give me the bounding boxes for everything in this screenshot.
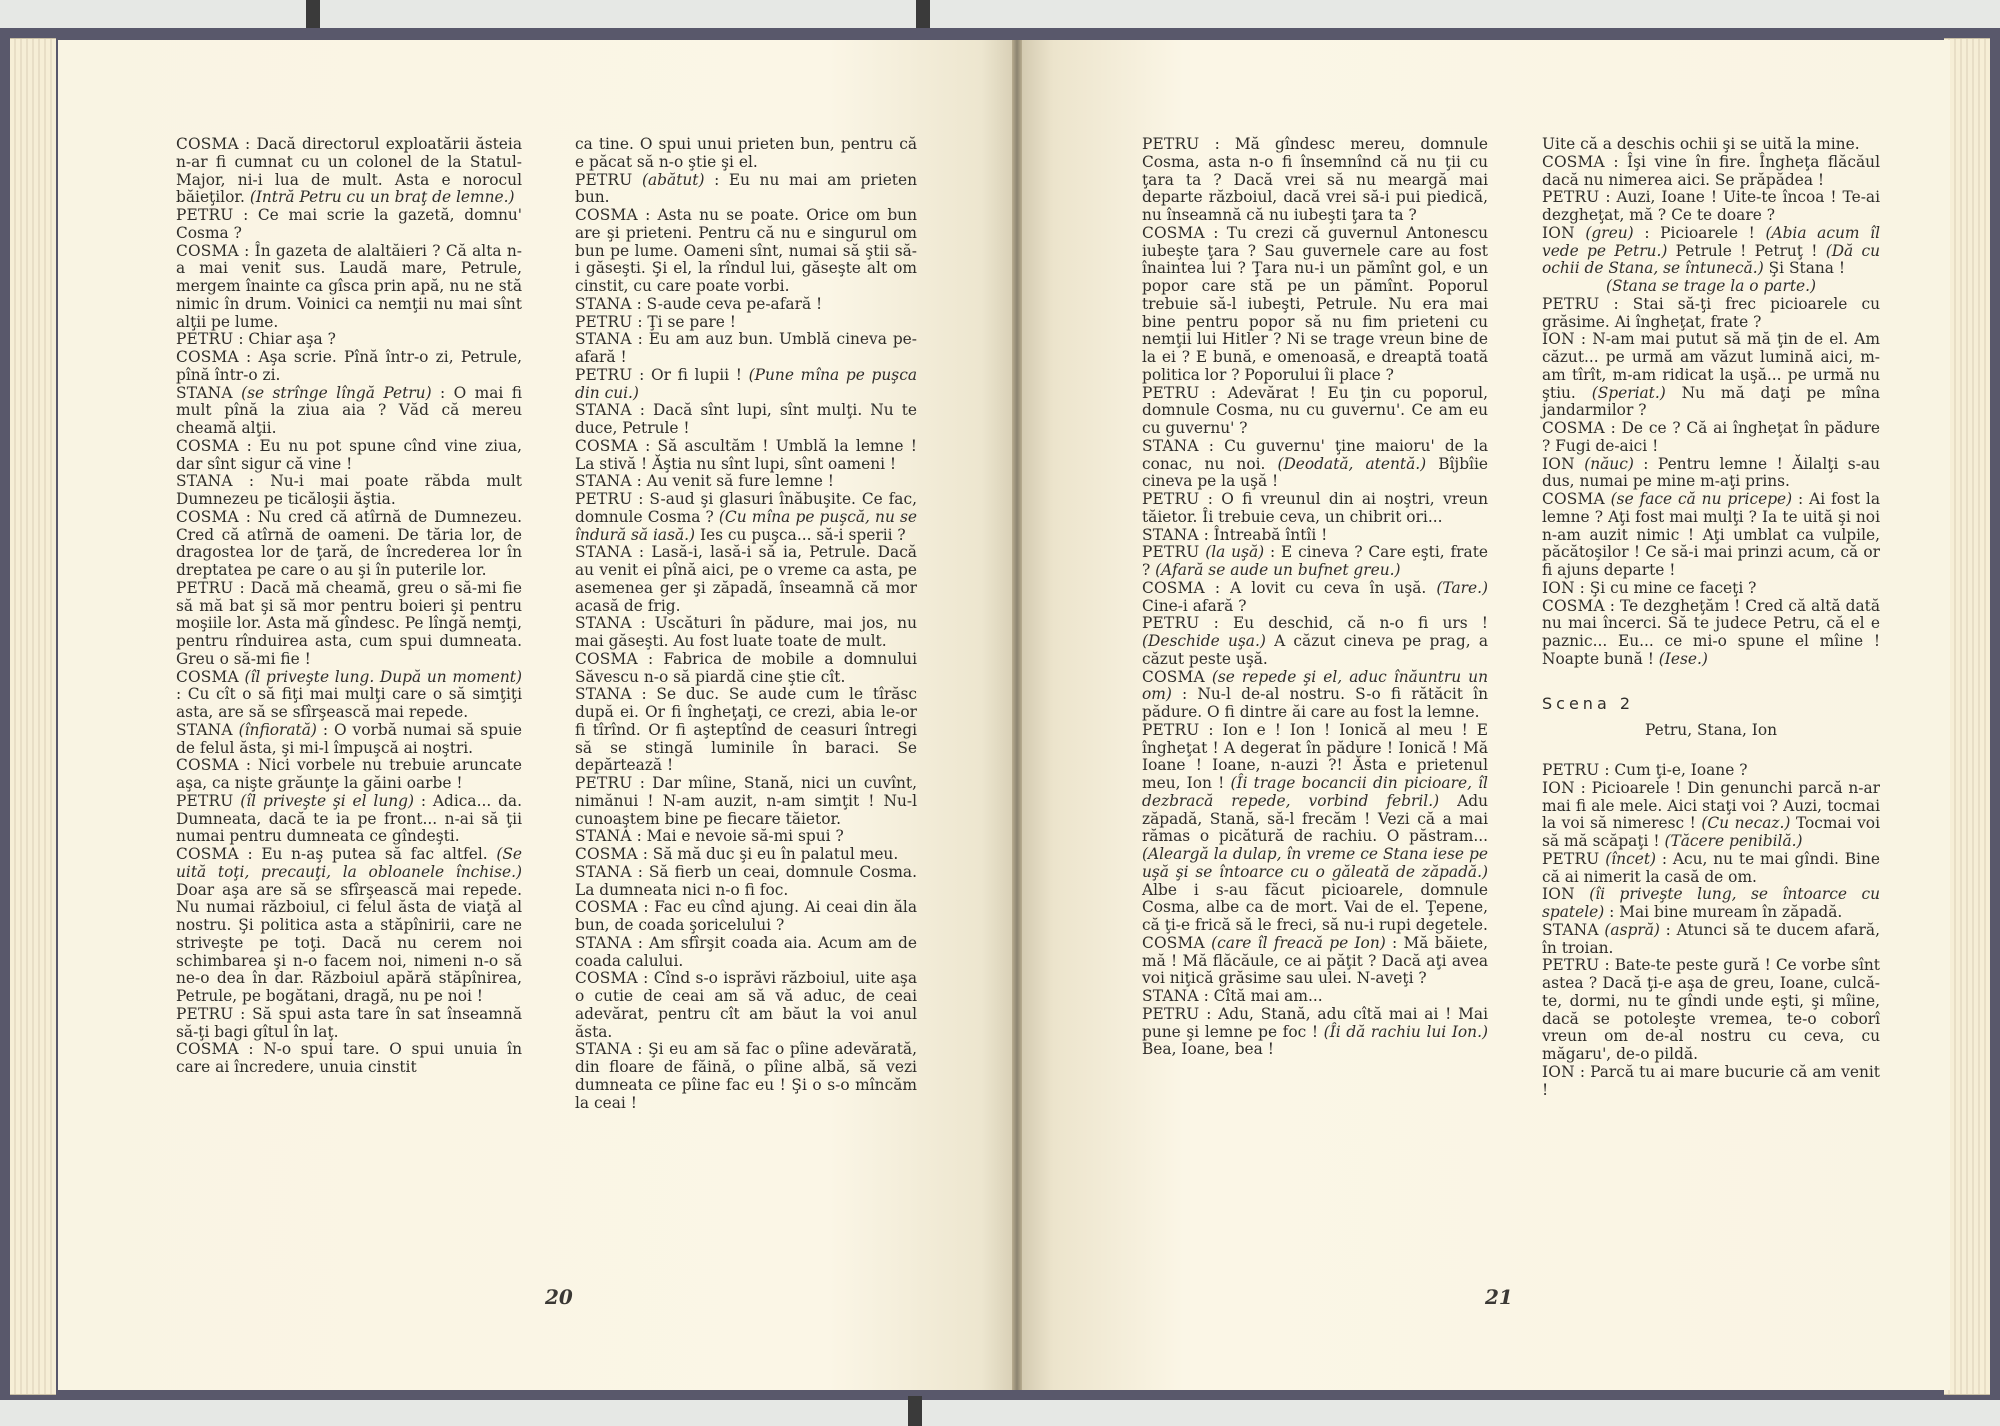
speaker-name: PETRU — [1542, 956, 1600, 975]
dialogue-line — [176, 1006, 522, 1042]
speaker-name: COSMA — [1542, 152, 1605, 171]
dialogue-text: : Ion e ! Ion ! Ionică al meu ! E îngheţat ! A degerat în pădure ! Ionică ! Mă Ioane ! Ioane, n-auzi ?! Ăsta e prietenul meu, Ion ! — [1142, 720, 1488, 792]
speaker-name: STANA — [176, 472, 233, 491]
dialogue-text: : Picioarele ! Din genunchi parcă n-ar mai fi ale mele. Aici staţi voi ? Auzi, tocmai la voi să nimeresc ! — [1542, 778, 1880, 833]
dialogue-text: : Pentru lemne ! Ăilalţi s-au dus, numai pe mine m-aţi prins. — [1542, 454, 1880, 491]
speaker-name: PETRU — [176, 1004, 234, 1023]
speaker-name: ION — [1542, 223, 1575, 242]
speaker-name: COSMA — [1542, 419, 1605, 437]
stage-direction: (abătut) — [632, 170, 705, 189]
dialogue-line — [1542, 296, 1880, 332]
speaker-name: STANA — [575, 685, 632, 704]
speaker-name: COSMA — [1142, 223, 1205, 242]
dialogue-text: : Nici vorbele nu trebuie aruncate aşa, ca nişte grăunţe la găini oarbe ! — [176, 756, 522, 792]
dialogue-text: : O vorbă numai să spuie de felul ăsta, şi mi-l împuşcă ai noştri. — [176, 720, 522, 757]
stage-direction: (Îi trage bocancii din picioare, îl dezbracă repede, vorbind febril.) — [1142, 774, 1488, 810]
dialogue-text: : Aşa scrie. Pînă într-o zi, Petrule, pînă într-o zi. — [176, 348, 522, 384]
stage-direction: (îi priveşte lung, se întoarce cu spatele) — [1542, 885, 1880, 921]
dialogue-text: : Întreabă întîi ! — [1198, 525, 1328, 544]
dialogue-line — [1142, 544, 1488, 580]
speaker-name: PETRU — [575, 490, 633, 508]
dialogue-text: : S-aud şi glasuri înăbuşite. Ce fac, domnule Cosma ? — [575, 490, 917, 526]
speaker-name: COSMA — [176, 667, 239, 686]
dialogue-line — [176, 846, 522, 1006]
dialogue-text: Petrule ! Petruţ ! — [1667, 241, 1826, 260]
stage-direction: (se repede şi el, aduc înăuntru un om) — [1142, 667, 1488, 704]
speaker-name: PETRU — [1142, 383, 1200, 402]
dialogue-text: : Dacă sînt lupi, sînt mulţi. Nu te duce, Petrule ! — [575, 401, 917, 437]
dialogue-line — [176, 243, 522, 332]
dialogue-line — [176, 757, 522, 793]
speaker-name: STANA — [575, 472, 632, 491]
dialogue-text: Tocmai voi să mă scăpaţi ! — [1542, 814, 1880, 850]
stage-direction: (Iese.) — [1658, 649, 1708, 668]
bookmark-ribbon-bottom — [908, 1396, 922, 1426]
stage-direction: (îl priveşte lung. După un moment) — [238, 667, 522, 686]
dialogue-line — [1142, 385, 1488, 438]
scene-heading: Scena 2 — [1542, 693, 1635, 713]
dialogue-line — [1542, 957, 1880, 1064]
stage-direction: (Îi dă rachiu lui Ion.) — [1323, 1022, 1488, 1041]
stage-direction: (care îl freacă pe Ion) — [1204, 933, 1386, 952]
dialogue-line — [1142, 136, 1488, 225]
dialogue-line — [1142, 527, 1488, 545]
speaker-name: COSMA — [575, 845, 638, 863]
dialogue-text: : Nu cred că atîrnă de Dumnezeu. Cred că atîrnă de oameni. De tăria lor, de dragostea lor de ţară, de încrederea lor în dreptatea pe care o au şi în puterile lor. — [176, 507, 522, 579]
speaker-name: COSMA — [176, 436, 239, 455]
speaker-name: COSMA — [575, 649, 638, 668]
speaker-name: STANA — [575, 1040, 632, 1059]
dialogue-text: Uite că a deschis ochii şi se uită la mine. — [1542, 135, 1860, 153]
dialogue-text: : Stai să-ţi frec picioarele cu grăsime. Ai îngheţat, frate ? — [1542, 294, 1880, 331]
dialogue-line — [1542, 1064, 1880, 1100]
dialogue-line — [575, 544, 917, 615]
speaker-name: PETRU — [1142, 614, 1200, 633]
dialogue-text: Adu zăpadă, Stană, să-l frecăm ! Vezi că a mai rămas o picătură de rachiu. O păstram... — [1142, 791, 1488, 846]
dialogue-line — [1142, 669, 1488, 722]
dialogue-line — [575, 775, 917, 828]
dialogue-text: : Ce mai scrie la gazetă, domnu' Cosma ? — [176, 206, 522, 242]
dialogue-line — [575, 136, 917, 172]
dialogue-text: : Eu nu pot spune cînd vine ziua, dar sînt sigur că vine ! — [176, 436, 522, 473]
speaker-name: PETRU — [176, 206, 234, 224]
right-page-column-2 — [1542, 136, 1880, 1099]
dialogue-text: : Cînd s-o isprăvi războiul, uite aşa o cutie de ceai am să vă aduc, de ceai adevărat, pentru cît am băut la voi anul ăsta. — [575, 969, 917, 1041]
speaker-name: STANA — [1142, 525, 1199, 544]
dialogue-text: : Şi cu mine ce faceţi ? — [1574, 578, 1757, 597]
speaker-name: COSMA — [1142, 667, 1205, 686]
speaker-name: COSMA — [176, 507, 239, 526]
speaker-name: STANA — [575, 543, 632, 562]
speaker-name: STANA — [575, 294, 632, 313]
dialogue-text: Bîjbîie cineva pe la uşă ! — [1142, 454, 1488, 491]
stage-direction: (Tăcere penibilă.) — [1664, 832, 1803, 850]
page-number-left: 20 — [545, 1285, 573, 1309]
speaker-name: COSMA — [176, 756, 239, 775]
dialogue-text: : Dacă mă cheamă, greu o să-mi fie să mă bat şi să mor pentru boieri şi pentru moşiile lor. Asta mă gîndesc. Pe lîngă nemţi, pentru rînduirea asta, cum spui dumneata. Greu o să-mi fie ! — [176, 578, 522, 668]
dialogue-text: : Atunci să te ducem afară, în troian. — [1542, 920, 1880, 957]
dialogue-text: : Cu guvernu' ţine maioru' de la conac, nu noi. — [1142, 436, 1488, 473]
speaker-name: PETRU — [1542, 188, 1600, 207]
dialogue-line — [1542, 225, 1880, 278]
dialogue-text: : N-am mai putut să mă ţin de el. Am căzut... pe urmă am văzut lumină aici, m-am tîrît, m-am ridicat la uşă... pe urmă nu ştiu. — [1542, 330, 1880, 402]
bookmark-ribbon-top-left — [306, 0, 320, 28]
stage-direction: (îl priveşte şi el lung) — [233, 791, 415, 810]
dialogue-text: : Uscături în pădure, mai jos, nu mai găseşti. Au fost luate toate de mult. — [575, 614, 917, 650]
dialogue-text: : Acu, nu te mai gîndi. Bine că ai nimerit la casă de om. — [1542, 849, 1880, 886]
dialogue-text: Ies cu puşca... să-i sperii ? — [695, 525, 906, 544]
dialogue-line — [1142, 615, 1488, 668]
dialogue-line — [1142, 722, 1488, 935]
speaker-name: PETRU — [1142, 135, 1200, 153]
speaker-name: STANA — [1542, 920, 1599, 939]
dialogue-line — [1542, 922, 1880, 958]
page-edges-right — [1944, 38, 1990, 1395]
dialogue-text: : S-aude ceva pe-afară ! — [631, 294, 823, 313]
dialogue-text: Doar aşa are să se sfîrşească mai repede. Nu numai războiul, ci felul ăsta de viaţă al nostru. Şi politica asta a stăpînirii, care ne striveşte pe toţi. Dacă nu cerem noi schimbarea şi n-o facem noi, nimeni n-o să ne-o dea în dar. Războiul apără stăpînirea, Petrule, pe bogătani, dragă, nu pe noi ! — [176, 880, 522, 1005]
stage-direction: (năuc) — [1574, 454, 1634, 473]
dialogue-text: : Auzi, Ioane ! Uite-te încoa ! Te-ai dezgheţat, mă ? Ce te doare ? — [1542, 188, 1880, 224]
speaker-name: COSMA — [176, 845, 239, 863]
dialogue-text: Şi Stana ! — [1763, 259, 1846, 278]
dialogue-text: : Adica... da. Dumneata, dacă te ia pe front... n-ai să ţii numai pentru dumneata ce gîndeşti. — [176, 791, 522, 846]
dialogue-line — [575, 935, 917, 971]
speaker-name: PETRU — [1542, 294, 1600, 313]
speaker-name: ION — [1542, 578, 1575, 597]
dialogue-text: : Mai bine muream în zăpadă. — [1604, 903, 1843, 921]
speaker-name: ION — [1542, 330, 1575, 349]
dialogue-line — [575, 331, 917, 367]
speaker-name: PETRU — [1542, 761, 1600, 779]
stage-direction: (Tare.) — [1436, 578, 1488, 597]
dialogue-line — [575, 172, 917, 208]
dialogue-text: : Cum ţi-e, Ioane ? — [1599, 761, 1748, 779]
dialogue-text: : De ce ? Că ai îngheţat în pădure ? Fugi de-aici ! — [1542, 419, 1880, 455]
dialogue-text: : Te dezgheţăm ! Cred că altă dată nu mai încerci. Să te judece Petru, că el e paznic... Eu... ce mi-o spune el mîine ! Noapte bună ! — [1542, 596, 1880, 668]
speaker-name: PETRU — [1142, 720, 1200, 739]
dialogue-text: Bea, Ioane, bea ! — [1142, 1040, 1274, 1059]
dialogue-line — [176, 331, 522, 349]
dialogue-text: : În gazeta de alaltăieri ? Că alta n-a mai venit sus. Laudă mare, Petrule, mergem înainte ca gîsca prin apă, nu ne stă nimic în drum. Voinici ca nemţii nu mai sînt alţii pe lume. — [176, 241, 522, 331]
scene-cast: Petru, Stana, Ion — [1644, 721, 1778, 740]
dialogue-text: : Eu am auz bun. Umblă cineva pe-afară ! — [575, 330, 917, 366]
speaker-name: PETRU — [1542, 849, 1600, 868]
dialogue-line — [1542, 780, 1880, 851]
dialogue-line — [1142, 1006, 1488, 1059]
dialogue-text: : Îşi vine în fire. Îngheţa flăcăul dacă nu nimerea aici. Se prăpădea ! — [1542, 152, 1880, 189]
dialogue-line — [1142, 491, 1488, 527]
stage-direction: (Dă cu ochii de Stana, se întunecă.) — [1542, 241, 1880, 278]
speaker-name: PETRU — [575, 774, 633, 792]
dialogue-line — [1542, 456, 1880, 492]
dialogue-text: : Chiar aşa ? — [233, 330, 336, 349]
speaker-name: COSMA — [176, 1040, 239, 1059]
dialogue-line — [575, 970, 917, 1041]
dialogue-text: : Să spui asta tare în sat înseamnă să-ţi bagi gîtul în laţ. — [176, 1004, 522, 1041]
stage-direction: (Afară se aude un bufnet greu.) — [1155, 561, 1401, 579]
stage-direction: (aspră) — [1598, 920, 1660, 939]
dialogue-text: : Şi eu am să fac o pîine adevărată, din floare de făină, o pîine albă, să vezi dumneata ce pîine fac eu ! Şi o s-o mîncăm la ceai ! — [575, 1040, 917, 1112]
speaker-name: STANA — [575, 330, 632, 349]
dialogue-line — [1142, 988, 1488, 1006]
speaker-name: ION — [1542, 1062, 1575, 1081]
stage-direction: (Deodată, atentă.) — [1277, 454, 1427, 473]
dialogue-text: : Fabrica de mobile a domnului Săvescu n-o să piardă cine ştie cît. — [575, 649, 917, 686]
stage-direction: (înfiorată) — [232, 720, 317, 739]
dialogue-text: : Adu, Stană, adu cîtă mai ai ! Mai pune şi lemne pe foc ! — [1142, 1004, 1488, 1041]
dialogue-text: : Or fi lupii ! — [632, 365, 749, 384]
dialogue-text: : Picioarele ! — [1633, 223, 1766, 242]
dialogue-line — [1542, 136, 1880, 154]
dialogue-line — [575, 314, 917, 332]
dialogue-text: : Să fierb un ceai, domnule Cosma. La dumneata nici n-o fi foc. — [575, 862, 917, 899]
speaker-name: PETRU — [1142, 543, 1200, 562]
dialogue-text: : Nu-l de-al nostru. S-o fi rătăcit în pădure. O fi dintre ăi care au fost la lemne. — [1142, 685, 1488, 721]
dialogue-line — [176, 1041, 522, 1077]
stage-direction: (la uşă) — [1199, 543, 1265, 562]
dialogue-text: : Cîtă mai am... — [1198, 987, 1323, 1005]
dialogue-line — [1142, 438, 1488, 491]
dialogue-line — [176, 473, 522, 509]
dialogue-line — [1542, 762, 1880, 780]
dialogue-line — [176, 793, 522, 846]
dialogue-line — [575, 296, 917, 314]
dialogue-line — [1142, 580, 1488, 616]
speaker-name: PETRU — [176, 578, 234, 597]
dialogue-line — [575, 846, 917, 864]
dialogue-text: : Parcă tu ai mare bucurie că am venit ! — [1542, 1062, 1880, 1099]
stage-direction: (Intră Petru cu un braţ de lemne.) — [249, 188, 515, 207]
dialogue-line — [176, 669, 522, 722]
dialogue-line — [575, 473, 917, 491]
speaker-name: COSMA — [575, 206, 638, 224]
dialogue-line — [1542, 189, 1880, 225]
dialogue-text: : Nu-i mai poate răbda mult Dumnezeu pe ticăloşii ăştia. — [176, 472, 522, 508]
dialogue-line — [176, 509, 522, 580]
speaker-name: STANA — [575, 401, 632, 420]
dialogue-line — [575, 367, 917, 403]
dialogue-line — [1142, 225, 1488, 385]
dialogue-text: Albe i s-au făcut picioarele, domnule Cosma, albe ca de mort. Vai de el. Ţepene, că ţi-e frică să le freci, să nu-i rupi degetele. — [1142, 880, 1488, 934]
speaker-name: STANA — [575, 827, 632, 846]
speaker-name: ION — [1542, 454, 1575, 473]
stage-direction: (se strînge lîngă Petru) — [232, 383, 432, 402]
dialogue-text: : Se duc. Se aude cum le tîrăsc după ei. Or fi îngheţaţi, ce crezi, abia le-or fi tîrînd. Or fi aşteptînd de ceasuri întregi să se stingă luminile în baraci. Se depărtează ! — [575, 685, 917, 775]
dialogue-text: Nu mă daţi pe mîna jandarmilor ? — [1542, 383, 1881, 420]
dialogue-text: : Mai e nevoie să-mi spui ? — [631, 827, 844, 846]
dialogue-line — [575, 899, 917, 935]
speaker-name: STANA — [176, 383, 233, 402]
dialogue-line — [575, 828, 917, 846]
stage-direction: (Aleargă la dulap, în vreme ce Stana iese pe uşă şi se întoarce cu o găleată de zăpadă.) — [1142, 845, 1488, 881]
speaker-name: PETRU — [1142, 1004, 1200, 1023]
speaker-name: STANA — [575, 614, 632, 633]
speaker-name: COSMA — [575, 898, 638, 917]
dialogue-line — [575, 402, 917, 438]
speaker-name: PETRU — [575, 170, 633, 189]
dialogue-line — [575, 438, 917, 474]
dialogue-text: : Mă gîndesc mereu, domnule Cosma, asta n-o fi însemnînd că nu ţii cu ţara ta ? Dacă vrei să nu meargă mai departe războiul, dacă vrei să-i pui piedică, nu înseamnă că nu iubeşti ţara ta ? — [1142, 135, 1488, 224]
dialogue-line — [1542, 420, 1880, 456]
speaker-name: STANA — [575, 862, 632, 881]
stage-direction: (Cu mîna pe puşcă, nu se îndură să iasă.) — [575, 507, 917, 544]
dialogue-line — [176, 207, 522, 243]
speaker-name: COSMA — [575, 436, 638, 455]
speaker-name: PETRU — [1142, 490, 1200, 508]
stage-direction: (Cu necaz.) — [1701, 814, 1791, 833]
dialogue-line — [1542, 598, 1880, 669]
dialogue-line — [575, 207, 917, 296]
dialogue-text: : Ai fost la lemne ? Aţi fost mai mulţi ? Ia te uită şi noi n-am auzit nimic ! Aţi umblat ca vulpile, păcătoşilor ! Ce să-i mai prinzi acum, că or fi ajuns departe ! — [1542, 490, 1880, 579]
speaker-name: ION — [1542, 778, 1575, 797]
speaker-name: STANA — [1142, 987, 1199, 1005]
dialogue-text: : N-o spui tare. O spui unuia în care ai încredere, unuia cinstit — [176, 1040, 522, 1076]
dialogue-line — [575, 686, 917, 775]
page-number-right: 21 — [1485, 1285, 1513, 1309]
dialogue-line — [575, 651, 917, 687]
book-gutter — [1012, 40, 1022, 1390]
dialogue-line — [1542, 154, 1880, 190]
speaker-name: ION — [1542, 885, 1575, 904]
dialogue-text: : Bate-te peste gură ! Ce vorbe sînt astea ? Dacă ţi-e aşa de greu, Ioane, culcă-te, dormi, nu te gîndi unde eşti, şi mîine, dacă se potoleşte vremea, te-o coborî vreun om de-al nostru cu ceva, cu măgaru', de-o pildă. — [1542, 956, 1880, 1063]
dialogue-line — [176, 580, 522, 669]
dialogue-text: : O fi vreunul din ai noştri, vreun tăietor. Îi trebuie ceva, un chibrit ori... — [1142, 490, 1488, 526]
speaker-name: COSMA — [1542, 490, 1605, 508]
speaker-name: COSMA — [176, 135, 239, 153]
stage-direction: (se face că nu pricepe) — [1604, 490, 1793, 508]
dialogue-text: ca tine. O spui unui prieten bun, pentru că e păcat să n-o ştie şi el. — [575, 135, 917, 171]
dialogue-line — [1542, 331, 1880, 420]
dialogue-text: : E cineva ? Care eşti, frate ? — [1142, 543, 1488, 579]
dialogue-text: : Să ascultăm ! Umblă la lemne ! La stivă ! Ăştia nu sînt lupi, sînt oameni ! — [575, 436, 917, 473]
right-page-column-1 — [1142, 136, 1488, 1059]
bookmark-ribbon-top-right — [916, 0, 930, 28]
dialogue-line — [176, 136, 522, 207]
speaker-name: COSMA — [176, 241, 239, 260]
dialogue-text: : Adevărat ! Eu ţin cu poporul, domnule Cosma, nu cu guvernu'. Ce am eu cu guvernu' ? — [1142, 383, 1488, 437]
dialogue-line — [575, 864, 917, 900]
left-page-column-1 — [176, 136, 522, 1077]
dialogue-line — [176, 385, 522, 438]
stage-direction: (Deschide uşa.) — [1142, 632, 1266, 650]
speaker-name: COSMA — [1142, 578, 1205, 597]
dialogue-text: : Cu cît o să fiţi mai mulţi care o să simţiţi asta, are să se sfîrşească mai repede. — [176, 685, 522, 721]
stage-direction: (greu) — [1574, 223, 1634, 242]
stage-direction: (Stana se trage la o parte.) — [1605, 277, 1817, 295]
dialogue-text: : Dar mîine, Stană, nici un cuvînt, nimănui ! N-am auzit, n-am simţit ! Nu-l cunoaştem bine pe fiecare tăietor. — [575, 774, 917, 828]
speaker-name: PETRU — [575, 365, 633, 384]
dialogue-text: : Să mă duc şi eu în palatul meu. — [637, 845, 899, 863]
dialogue-text: : Am sfîrşit coada aia. Acum am de coada calului. — [575, 933, 917, 970]
dialogue-text: : Au venit să fure lemne ! — [631, 472, 834, 491]
speaker-name: PETRU — [176, 330, 234, 349]
stage-direction: (Abia acum îl vede pe Petru.) — [1542, 223, 1880, 260]
page-edges-left — [10, 38, 56, 1395]
stage-direction: (Pune mîna pe puşca din cui.) — [575, 365, 917, 402]
dialogue-text: : Tu crezi că guvernul Antonescu iubeşte ţara ? Sau guvernele care au fost înaintea lui ? Ţara nu-i un pămînt gol, e un popor care stă pe un pămînt. Poporul trebuie să-l iubeşti, Petrule. Nu era mai bine pentru popor să nu fim prieteni cu nemţii lui Hitler ? Ni se trage vreun bine de la ei ? E bună, e omenoasă, e dreaptă toată politica lor ? Poporului îi place ? — [1142, 223, 1488, 384]
stage-direction: (Se uită toţi, precauţi, la obloanele închise.) — [176, 845, 522, 881]
dialogue-text: : Asta nu se poate. Orice om bun are şi prieteni. Pentru că nu e singurul om bun pe lume. Oameni sînt, numai să ştii să-i găseşti. Şi el, la rîndul lui, găseşte alt om cinstit, cu care poate vorbi. — [575, 206, 917, 295]
dialogue-text: : A lovit cu ceva în uşă. — [1204, 578, 1437, 597]
dialogue-text: : Dacă directorul exploatării ăsteia n-ar fi cumnat cu un colonel de la Statul-Major, ni-i lua de mult. Asta e norocul băieţilor. — [176, 135, 522, 207]
speaker-name: COSMA — [176, 348, 239, 366]
speaker-name: COSMA — [1542, 596, 1605, 615]
dialogue-text: : Fac eu cînd ajung. Ai ceai din ăla bun, de coada şoricelului ? — [575, 898, 917, 934]
dialogue-text: : O mai fi mult pînă la ziua aia ? Văd că mereu cheamă alţii. — [176, 383, 522, 437]
dialogue-text: : Lasă-i, lasă-i să ia, Petrule. Dacă au venit ei pînă aici, pe o vreme ca asta, pe asemenea ger şi zăpadă, înseamnă că mor acasă de frig. — [575, 543, 917, 615]
dialogue-line — [575, 491, 917, 544]
stage-direction: (încet) — [1599, 849, 1657, 868]
dialogue-line — [1542, 491, 1880, 580]
dialogue-line — [1542, 851, 1880, 887]
speaker-name: STANA — [575, 933, 632, 952]
dialogue-text: : Eu n-aş putea să fac altfel. — [238, 845, 497, 863]
dialogue-line — [1142, 935, 1488, 988]
stage-direction: (Speriat.) — [1591, 383, 1666, 402]
left-page-column-2 — [575, 136, 917, 1112]
dialogue-line — [176, 722, 522, 758]
dialogue-line — [176, 438, 522, 474]
speaker-name: COSMA — [575, 969, 638, 988]
dialogue-line — [1542, 580, 1880, 598]
dialogue-text: A căzut cineva pe prag, a căzut peste uşă. — [1142, 632, 1488, 668]
dialogue-text: : Eu nu mai am prieten bun. — [575, 170, 918, 207]
dialogue-text: : Eu deschid, că n-o fi urs ! — [1199, 614, 1488, 633]
speaker-name: STANA — [176, 720, 233, 739]
dialogue-line — [1542, 886, 1880, 922]
speaker-name: PETRU — [176, 791, 234, 810]
dialogue-text: : Ţi se pare ! — [632, 312, 736, 331]
dialogue-line — [575, 615, 917, 651]
dialogue-text: Cine-i afară ? — [1142, 596, 1247, 615]
speaker-name: PETRU — [575, 312, 633, 331]
dialogue-text: : Mă băiete, mă ! Mă flăcăule, ce ai păţit ? Dacă aţi avea voi niţică grăsime sau ulei. N-aveţi ? — [1142, 933, 1488, 988]
dialogue-line — [575, 1041, 917, 1112]
dialogue-line — [176, 349, 522, 385]
speaker-name: STANA — [1142, 436, 1199, 455]
speaker-name: COSMA — [1142, 933, 1205, 952]
